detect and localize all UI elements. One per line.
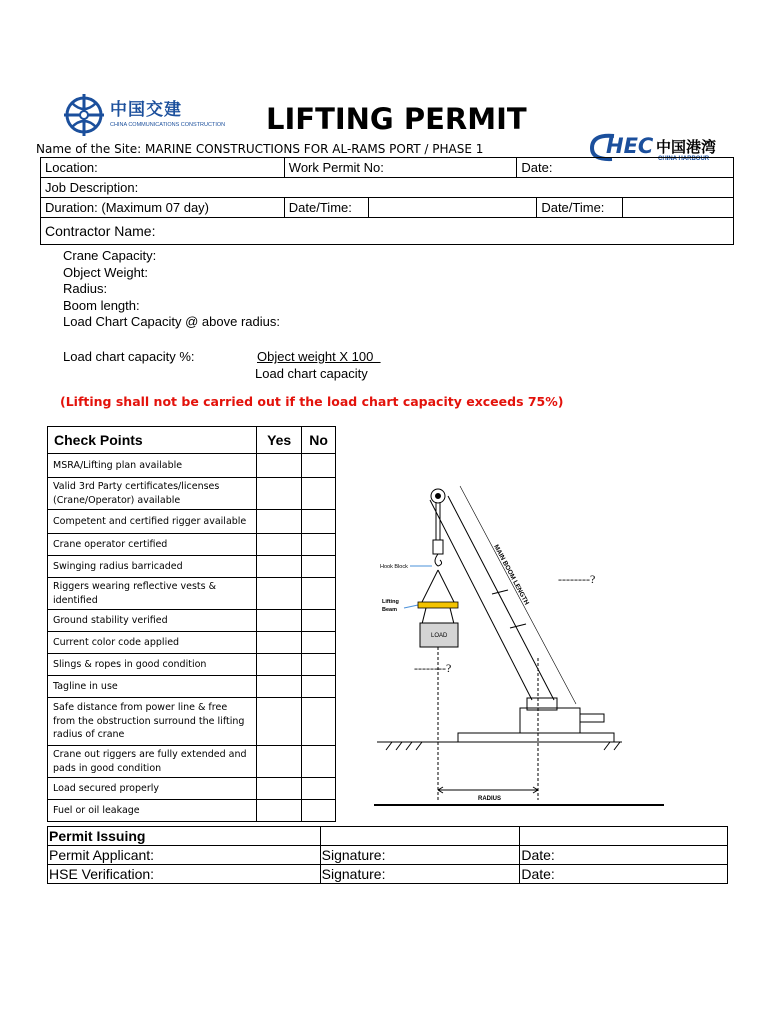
duration-field[interactable]: Duration: (Maximum 07 day) xyxy=(41,198,285,218)
check-no-cell[interactable] xyxy=(302,454,336,478)
crane-illustration xyxy=(372,478,666,808)
check-no-cell[interactable] xyxy=(302,478,336,510)
permit-heading-row xyxy=(48,827,728,846)
check-yes-cell[interactable] xyxy=(257,556,302,578)
no-header: No xyxy=(302,427,336,454)
capacity-warning: (Lifting shall not be carried out if the load chart capacity exceeds 75%) xyxy=(60,394,564,409)
check-row xyxy=(48,454,336,478)
check-yes-cell[interactable] xyxy=(257,676,302,698)
check-yes-cell[interactable] xyxy=(257,632,302,654)
check-row xyxy=(48,698,336,746)
info-row-job xyxy=(41,178,734,198)
boom-length-label: Boom length: xyxy=(63,297,140,313)
job-description-field[interactable]: Job Description: xyxy=(41,178,734,198)
permit-heading-blank-2 xyxy=(520,827,728,846)
check-point-label: Competent and certified rigger available xyxy=(48,510,257,534)
china-communications-logo xyxy=(62,92,226,138)
check-row xyxy=(48,478,336,510)
check-yes-cell[interactable] xyxy=(257,654,302,676)
check-yes-cell[interactable] xyxy=(257,454,302,478)
check-header-row xyxy=(48,427,336,454)
check-no-cell[interactable] xyxy=(302,698,336,746)
hec-logo-text: HEC xyxy=(606,134,654,158)
check-point-label: Swinging radius barricaded xyxy=(48,556,257,578)
check-yes-cell[interactable] xyxy=(257,800,302,822)
check-row xyxy=(48,632,336,654)
check-yes-cell[interactable] xyxy=(257,698,302,746)
check-row xyxy=(48,676,336,698)
lifting-beam-label-1: Lifting xyxy=(382,599,399,605)
load-chart-percent-label: Load chart capacity %: xyxy=(63,349,195,364)
check-no-cell[interactable] xyxy=(302,610,336,632)
applicant-date-field[interactable]: Date: xyxy=(520,846,728,865)
radius-annotation: --------? xyxy=(414,661,452,675)
check-point-label: Valid 3rd Party certificates/licenses (Crane/Operator) available xyxy=(48,478,257,510)
check-yes-cell[interactable] xyxy=(257,578,302,610)
radius-label: Radius: xyxy=(63,281,108,297)
datetime-label-1: Date/Time: xyxy=(284,198,368,218)
lifting-beam-label-2: Beam xyxy=(382,607,397,613)
check-row xyxy=(48,556,336,578)
datetime-value-1[interactable] xyxy=(368,198,537,218)
applicant-signature-field[interactable]: Signature: xyxy=(320,846,520,865)
page-title: LIFTING PERMIT xyxy=(266,102,527,136)
check-point-label: Safe distance from power line & free from the obstruction surround the lifting radius of crane xyxy=(48,698,257,746)
check-row xyxy=(48,800,336,822)
ccc-logo-english: CHINA COMMUNICATIONS CONSTRUCTION xyxy=(110,122,226,128)
check-point-label: Current color code applied xyxy=(48,632,257,654)
check-point-label: Ground stability verified xyxy=(48,610,257,632)
check-no-cell[interactable] xyxy=(302,746,336,778)
work-permit-no-field[interactable]: Work Permit No: xyxy=(284,158,517,178)
permit-issuing-heading: Permit Issuing xyxy=(48,827,321,846)
check-no-cell[interactable] xyxy=(302,778,336,800)
check-yes-cell[interactable] xyxy=(257,746,302,778)
info-row-duration xyxy=(41,198,734,218)
datetime-label-2: Date/Time: xyxy=(537,198,623,218)
crane-details xyxy=(63,248,280,331)
yes-header: Yes xyxy=(257,427,302,454)
crane-capacity-label: Crane Capacity: xyxy=(63,248,157,263)
check-row xyxy=(48,510,336,534)
check-points-table xyxy=(47,426,336,822)
check-point-label: Load secured properly xyxy=(48,778,257,800)
check-no-cell[interactable] xyxy=(302,578,336,610)
check-point-label: Crane operator certified xyxy=(48,534,257,556)
check-no-cell[interactable] xyxy=(302,534,336,556)
hec-logo-english: CHINA HARBOUR xyxy=(658,156,710,162)
hook-block-label: Hook Block xyxy=(380,564,408,570)
ccc-emblem-icon xyxy=(62,92,106,138)
date-field[interactable]: Date: xyxy=(517,158,734,178)
check-row xyxy=(48,746,336,778)
check-yes-cell[interactable] xyxy=(257,478,302,510)
check-row xyxy=(48,578,336,610)
check-point-label: MSRA/Lifting plan available xyxy=(48,454,257,478)
load-label: LOAD xyxy=(431,633,448,639)
hse-date-field[interactable]: Date: xyxy=(520,865,728,884)
check-no-cell[interactable] xyxy=(302,676,336,698)
permit-heading-blank-1 xyxy=(320,827,520,846)
permit-issuing-table xyxy=(47,826,728,884)
check-yes-cell[interactable] xyxy=(257,534,302,556)
check-yes-cell[interactable] xyxy=(257,610,302,632)
info-row-location xyxy=(41,158,734,178)
hse-verification-row xyxy=(48,865,728,884)
check-row xyxy=(48,534,336,556)
ccc-logo-chinese: 中国交建 xyxy=(110,100,182,120)
permit-applicant-field[interactable]: Permit Applicant: xyxy=(48,846,321,865)
check-point-label: Crane out riggers are fully extended and pads in good condition xyxy=(48,746,257,778)
check-points-header: Check Points xyxy=(48,427,257,454)
site-name: Name of the Site: MARINE CONSTRUCTIONS FOR AL-RAMS PORT / PHASE 1 xyxy=(36,142,484,156)
check-no-cell[interactable] xyxy=(302,510,336,534)
check-yes-cell[interactable] xyxy=(257,510,302,534)
check-row xyxy=(48,654,336,676)
formula-denominator: Load chart capacity xyxy=(255,366,368,381)
check-no-cell[interactable] xyxy=(302,632,336,654)
hec-logo-chinese: 中国港湾 xyxy=(656,138,717,156)
contractor-name-field[interactable]: Contractor Name: xyxy=(41,218,734,245)
main-boom-length-label: MAIN BOOM LENGTH xyxy=(492,543,530,607)
check-no-cell[interactable] xyxy=(302,556,336,578)
check-row xyxy=(48,778,336,800)
crane-diagram xyxy=(372,478,666,808)
info-row-contractor xyxy=(41,218,734,245)
formula-numerator: Object weight X 100 xyxy=(257,349,381,364)
load-chart-capacity-label: Load Chart Capacity @ above radius: xyxy=(63,314,280,330)
permit-info-table xyxy=(40,157,734,245)
check-no-cell[interactable] xyxy=(302,800,336,822)
check-no-cell[interactable] xyxy=(302,654,336,676)
hse-verification-field[interactable]: HSE Verification: xyxy=(48,865,321,884)
check-yes-cell[interactable] xyxy=(257,778,302,800)
check-point-label: Tagline in use xyxy=(48,676,257,698)
check-point-label: Riggers wearing reflective vests & identified xyxy=(48,578,257,610)
check-row xyxy=(48,610,336,632)
boom-annotation: --------? xyxy=(558,572,596,586)
permit-applicant-row xyxy=(48,846,728,865)
check-point-label: Slings & ropes in good condition xyxy=(48,654,257,676)
hse-signature-field[interactable]: Signature: xyxy=(320,865,520,884)
object-weight-label: Object Weight: xyxy=(63,264,149,280)
check-point-label: Fuel or oil leakage xyxy=(48,800,257,822)
datetime-value-2[interactable] xyxy=(623,198,734,218)
radius-diagram-label: RADIUS xyxy=(478,796,502,802)
location-field[interactable]: Location: xyxy=(41,158,285,178)
